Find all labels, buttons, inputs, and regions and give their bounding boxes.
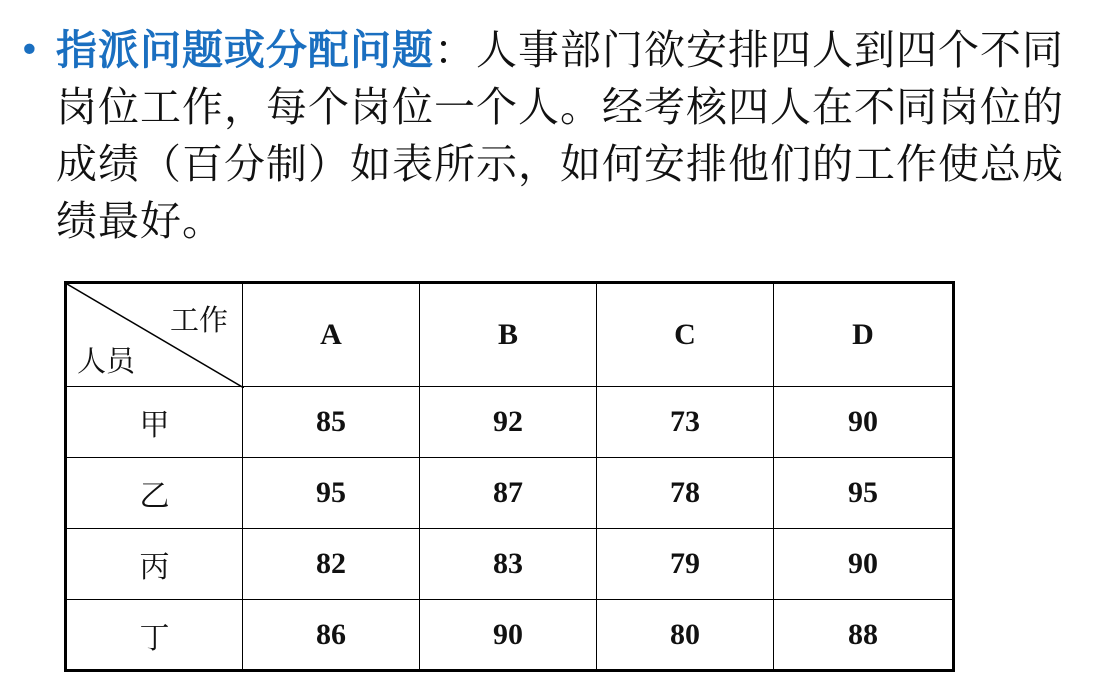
bullet-point: • <box>18 30 40 71</box>
corner-cell <box>66 283 243 387</box>
score-cell: 90 <box>420 600 597 671</box>
score-cell: 82 <box>243 529 420 600</box>
score-cell: 86 <box>243 600 420 671</box>
row-header-person: 丙 <box>66 529 243 600</box>
column-header-d: D <box>774 283 954 387</box>
table-row <box>66 387 954 458</box>
table-row <box>66 458 954 529</box>
table-header-row <box>66 283 954 387</box>
score-cell: 83 <box>420 529 597 600</box>
score-cell: 95 <box>243 458 420 529</box>
row-header-person: 乙 <box>66 458 243 529</box>
score-cell: 80 <box>597 600 774 671</box>
table-row <box>66 529 954 600</box>
column-header-a: A <box>243 283 420 387</box>
score-cell: 95 <box>774 458 954 529</box>
corner-label-person: 人员 <box>77 344 136 378</box>
score-cell: 92 <box>420 387 597 458</box>
score-cell: 85 <box>243 387 420 458</box>
score-cell: 90 <box>774 529 954 600</box>
score-cell: 78 <box>597 458 774 529</box>
title-colon: ： <box>434 26 476 74</box>
corner-label-job: 工作 <box>169 303 228 337</box>
row-header-person: 丁 <box>66 600 243 671</box>
column-header-c: C <box>597 283 774 387</box>
score-table <box>64 281 955 672</box>
row-header-person: 甲 <box>66 387 243 458</box>
column-header-b: B <box>420 283 597 387</box>
score-cell: 73 <box>597 387 774 458</box>
score-cell: 90 <box>774 387 954 458</box>
problem-body: 人事部门欲安排四人到四个不同岗位工作，每个岗位一个人。经考核四人在不同岗位的成绩（百分制）如表所示，如何安排他们的工作使总成绩最好。 <box>56 26 1064 245</box>
score-cell: 79 <box>597 529 774 600</box>
problem-title: 指派问题或分配问题 <box>56 26 434 74</box>
table-row <box>66 600 954 671</box>
score-cell: 87 <box>420 458 597 529</box>
problem-statement <box>56 22 1086 250</box>
score-cell: 88 <box>774 600 954 671</box>
